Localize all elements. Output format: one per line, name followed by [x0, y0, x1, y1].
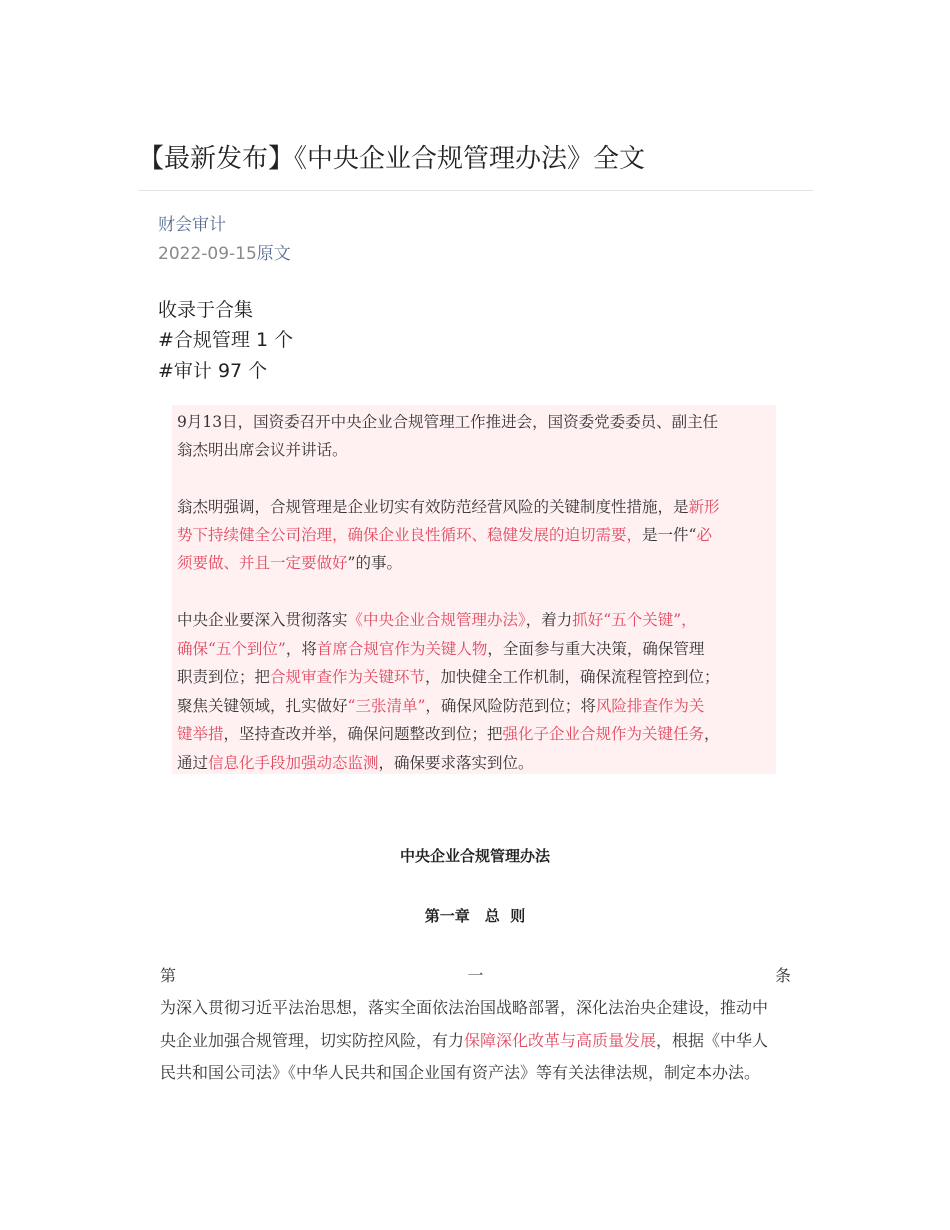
original-link[interactable]: 原文 [256, 244, 291, 264]
intro-p3-line: 确保“五个到位”，将首席合规官作为关键人物，全面参与重大决策，确保管理 [177, 640, 705, 658]
highlight-text: 势下持续健全公司治理，确保企业良性循环、稳健发展的迫切需要， [177, 526, 643, 544]
intro-p3-line: 中央企业要深入贯彻落实《中央企业合规管理办法》，着力抓好“五个关键”， [177, 611, 697, 629]
tag-count: 1 个 [255, 329, 294, 351]
collection-tag-compliance[interactable] [158, 325, 293, 355]
highlight-text: “三张清单” [347, 697, 426, 715]
article-1-line: 为深入贯彻习近平法治思想，落实全面依法治国战略部署，深化法治央企建设，推动中 [160, 998, 769, 1017]
highlight-text: 信息化手段加强动态监测 [208, 754, 379, 772]
article-1-label: 第 一 条 [160, 966, 791, 985]
highlight-text: 必 [696, 526, 712, 544]
highlight-text: 《中央企业合规管理办法》 [347, 611, 526, 629]
tag-name: #合规管理 [158, 329, 250, 351]
highlight-text: 保障深化改革与高质量发展 [464, 1031, 657, 1050]
intro-p3-line: 职责到位；把合规审查作为关键环节，加快健全工作机制，确保流程管控到位； [177, 668, 720, 686]
highlight-text: 须要做、并且一定要做好 [177, 554, 348, 572]
intro-p1-line: 9月13日，国资委召开中央企业合规管理工作推进会，国资委党委委员、副主任 [177, 413, 719, 431]
tag-count: 97 个 [217, 360, 268, 382]
intro-p3-line: 键举措，坚持查改并举，确保问题整改到位；把强化子企业合规作为关键任务， [177, 725, 720, 743]
publish-meta [158, 241, 291, 267]
document-heading: 中央企业合规管理办法 [399, 847, 550, 865]
article-1-line: 民共和国公司法》《中华人民共和国企业国有资产法》等有关法律法规，制定本办法。 [160, 1063, 761, 1082]
highlight-text: 新形 [688, 498, 720, 516]
author-link[interactable]: 财会审计 [158, 215, 226, 235]
intro-p3-line: 通过信息化手段加强动态监测，确保要求落实到位。 [177, 754, 534, 772]
highlight-text: 风险排查作为关 [595, 697, 705, 715]
chapter-heading: 第一章 总 则 [424, 907, 526, 925]
highlight-text: 键举措 [177, 725, 224, 743]
highlight-text: 强化子企业合规作为关键任务 [502, 725, 705, 743]
collection-tag-audit[interactable] [158, 356, 267, 386]
intro-p2-line: 翁杰明强调，合规管理是企业切实有效防范经营风险的关键制度性措施，是新形 [177, 498, 720, 516]
article-title: 【最新发布】《中央企业合规管理办法》全文 [138, 144, 646, 174]
tag-name: #审计 [158, 360, 212, 382]
intro-p1-line: 翁杰明出席会议并讲话。 [177, 441, 348, 459]
article-1-line: 央企业加强合规管理，切实防控风险，有力保障深化改革与高质量发展，根据《中华人 [160, 1031, 769, 1050]
intro-p2-line: 势下持续健全公司治理，确保企业良性循环、稳健发展的迫切需要，是一件“必 [177, 526, 712, 544]
intro-p3-line: 聚焦关键领域，扎实做好“三张清单”，确保风险防范到位；将风险排查作为关 [177, 697, 705, 715]
highlight-text: 合规审查作为关键环节 [270, 668, 426, 686]
title-divider [138, 190, 813, 191]
publish-date: 2022-09-15 [158, 244, 257, 264]
highlight-text: 抓好“五个关键”， [572, 611, 697, 629]
intro-p2-line: 须要做、并且一定要做好”的事。 [177, 554, 402, 572]
collection-label: 收录于合集 [158, 299, 254, 321]
highlight-text: 首席合规官作为关键人物 [316, 640, 488, 658]
highlight-text: 确保“五个到位” [177, 640, 286, 658]
